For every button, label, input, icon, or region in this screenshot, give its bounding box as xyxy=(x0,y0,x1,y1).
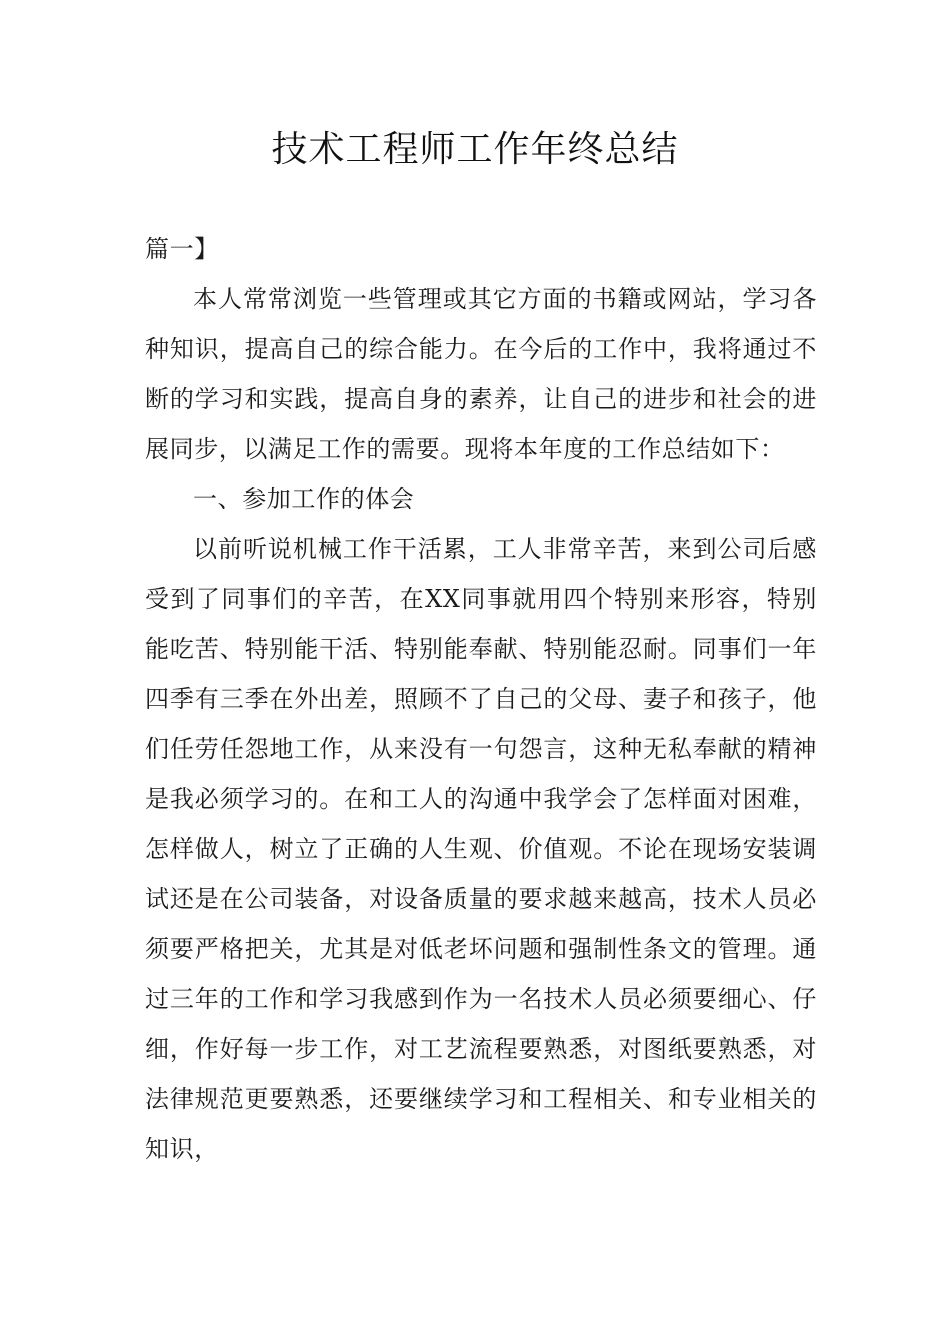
document-body xyxy=(145,224,817,1174)
section-label: 篇一】 xyxy=(145,235,219,263)
subheading-work-experience: 一、参加工作的体会 xyxy=(193,485,415,513)
paragraph-work-experience: 以前听说机械工作干活累，工人非常辛苦，来到公司后感受到了同事们的辛苦，在XX同事就用四个特别来形容，特别能吃苦、特别能干活、特别能奉献、特别能忍耐。同事们一年四季有三季在外出差，照顾不了自己的父母、妻子和孩子，他们任劳任怨地工作，从来没有一句怨言，这种无私奉献的精神是我必须学习的。在和工人的沟通中我学会了怎样面对困难，怎样做人，树立了正确的人生观、价值观。不论在现场安装调试还是在公司装备，对设备质量的要求越来越高，技术人员必须要严格把关，尤其是对低老坏问题和强制性条文的管理。通过三年的工作和学习我感到作为一名技术人员必须要细心、仔细，作好每一步工作，对工艺流程要熟悉，对图纸要熟悉，对法律规范更要熟悉，还要继续学习和工程相关、和专业相关的知识， xyxy=(145,535,817,1163)
paragraph-intro: 本人常常浏览一些管理或其它方面的书籍或网站，学习各种知识，提高自己的综合能力。在今后的工作中，我将通过不断的学习和实践，提高自身的素养，让自己的进步和社会的进展同步，以满足工作的需要。现将本年度的工作总结如下： xyxy=(145,285,817,463)
document-title: 技术工程师工作年终总结 xyxy=(271,129,679,170)
